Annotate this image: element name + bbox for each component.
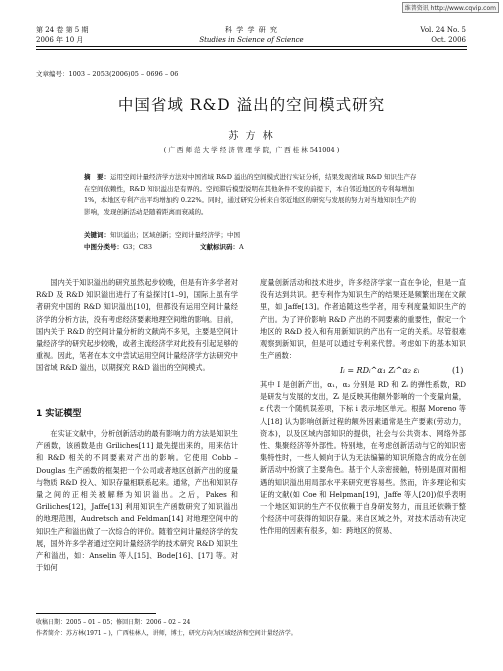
right-column-body: 其中 I 是创新产出，α₁，α₂ 分别是 RD 和 Zᵢ 的弹性系数，RD 是研发与发展的支出，Zᵢ 是反映其他额外影响的一个变量向量，ε 代表一个随机误差项，下标 i 表示地区单元。根据 Moreno 等人[18] 认为影响创新过程的额外因素通常是生产要素(劳动力，资本)，以及区域内部知识的提供，社会与公共资本、网络外部性、集聚经济等外部性。特别地，在考虑创新活动与它的知识密集特性时，一些人倾向于认为无法编纂的知识所隐含的成分在创新活动中扮演了主要角色。基于个人亲密接触，特别是面对面相遇的知识溢出用局部水平来研究更容易些。然而，许多理论和实证的文献(如 Coe 和 Helpman[19]，Jaffe 等人[20])似乎表明一个地区知识的生产不仅依赖于自身研发努力，而且还依赖于整个经济中可获得的知识存量。来自区域之外，对技术活动有决定性作用的因素有很多，如：跨地区的贸易、 [260,380,466,536]
classification-label: 中图分类号： [84,243,123,251]
abstract [84,172,420,218]
equation: Iᵢ = RDᵢ^α₁ Zᵢ^α₂ εᵢ [340,366,420,375]
classification [84,242,152,251]
keywords-label: 关键词： [84,231,110,239]
left-column-intro: 国内关于知识溢出的研究虽然起步较晚，但是有许多学者对 R&D 及 R&D 知识溢出进行了有益探讨[1–9]，国际上虽有学者研究中国的 R&D 知识溢出[10]，但都没有运用空间计量经济学的分析方法，没有考虑经济要素地理空间维的影响。目前，国内关于 R&D 的空间计量分析的文献尚不多见，主要是空间计量经济学的研究起步较晚，或者主流经济学对此投有引起足够的重视。因此，笔者在本文中尝试运用空间计量经济学方法研究中国省域 R&D 溢出，以期探究 R&D 溢出的空间模式。 [36,278,238,373]
document-code-label: 文献标识码： [200,243,239,251]
footnote-received: 收稿日期：2005 – 01 – 05；修回日期：2006 – 02 – 24 [36,619,191,626]
header-volume-cn: 第 24 卷 第 5 期 [36,26,89,34]
footnote-author-bio: 作者简介：苏方林(1971 – )，广西桂林人，讲师，博士，研究方向为区域经济和空间计量经济学。 [36,630,297,637]
header-date-cn: 2006 年 10 月 [36,36,84,44]
header-rule-thin [36,49,467,50]
abstract-label: 摘 要： [84,173,110,181]
footnote-rule [36,613,156,614]
header-journal-en: Studies in Science of Science [199,36,304,44]
document-code-text: A [239,243,244,251]
keywords-text: 知识溢出；区域创新；空间计量经济学；中国 [110,231,240,239]
affiliation: ( 广 西 师 范 大 学 经 济 管 理 学 院，广 西 桂 林 541004 ) [163,146,340,154]
right-column-intro: 度量创新活动和技术进步，许多经济学家一直在争论，但是一直没有达到共识。把专利作为知识生产的结果还是频繁出现在文献里，如 Jaffe[13]。作者追随这些学者，用专利度量知识生产的产出。为了评价影响 R&D 产出的不同要素的重要性，假定一个地区的 R&D 投入和有用新知识的产出有一定的关系。尽管很难观察到新知识，但是可以通过专利来代替。考虑如下的基本知识生产函数： [260,278,466,361]
keywords [84,230,240,239]
header-journal-cn: 科 学 学 研 究 [225,26,278,34]
watermark: 维普资讯 http://www.cqvip.com [402,2,499,13]
left-column-body: 在实证文献中，分析创新活动的最有影响力的方法是知识生产函数，该函数是由 Griliches[11] 最先提出来的，用来估计和 R&D 相关的不同要素对产出的影响。它使用 Cobb – Douglas 生产函数的框架把一个公司或者地区创新产出的度量与物质 R&D 投入、知识存量相联系起来。通常，产出和知识存量之间的正相关被解释为知识溢出。之后，Pakes 和 Griliches[12]，Jaffe[13] 利用知识生产函数研究了知识溢出的地理范围，Audretsch and Feldman[14] 对地理空间中的知识生产和溢出做了一次综合的评价。随着空间计量经济学的发展，国外许多学者通过空间计量经济学的技术研究 R&D 知识生产和溢出，如：Anselin 等人[15]、Bode[16]、[17] 等。对于如何 [36,429,238,573]
section-heading: 1 实证模型 [36,409,82,419]
header-rule-thick [36,46,467,47]
article-number: 文章编号：1003 – 2053(2006)05 – 0696 – 06 [36,70,179,78]
header-volume-en: Vol. 24 No. 5 [420,26,466,34]
author: 苏 方 林 [228,131,275,142]
header-date-en: Oct. 2006 [431,36,466,44]
equation-number: (1) [452,366,464,375]
classification-text: G3；C83 [123,243,153,251]
document-code [200,242,244,251]
abstract-text: 运用空间计量经济学方法对中国省域 R&D 溢出的空间模式进行实证分析，结果发现省域 R&D 知识生产存在空间依赖性，R&D 知识溢出是有界的。空间滞后模型说明在其他条件不变的前提下，本自邻近地区的专利每增加 1%，本地区专利产出平均增加约 0.22%。同时，通过研究分析来自邻近地区的研究与发展的努力对当地知识生产的影响，发现创新活动是随着距离而衰减的。 [84,173,417,216]
page-title: 中国省域 R&D 溢出的空间模式研究 [117,96,386,114]
